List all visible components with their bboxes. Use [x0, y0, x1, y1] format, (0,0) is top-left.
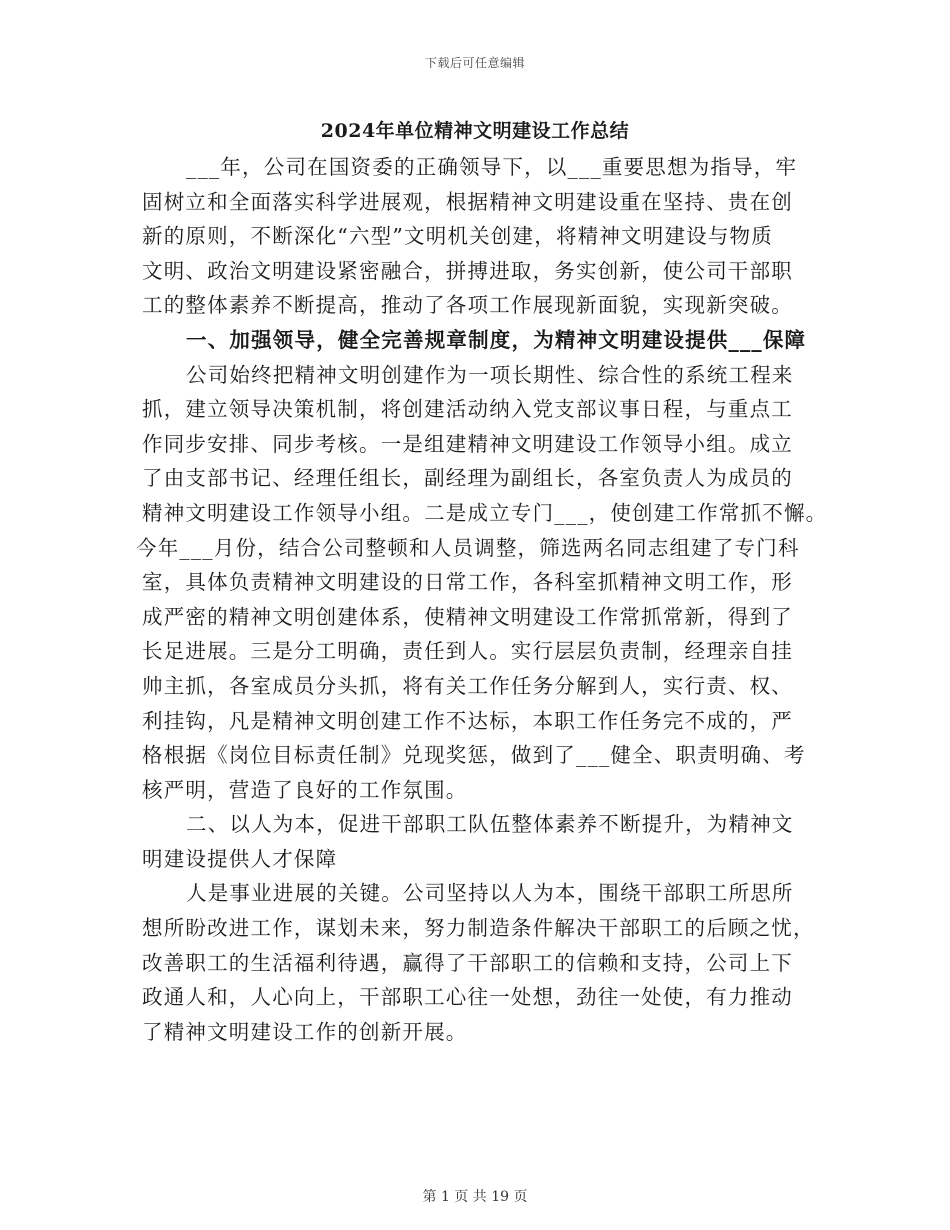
paragraph-line: 新的原则，不断深化“六型”文明机关创建，将精神文明建设与物质: [142, 224, 773, 249]
paragraph-line: 了由支部书记、经理任组长，副经理为副组长，各室负责人为成员的: [142, 466, 793, 491]
paragraph-line: 室，具体负责精神文明建设的日常工作，各科室抓精神文明工作，形: [142, 570, 793, 595]
paragraph-line: 成严密的精神文明创建体系，使精神文明建设工作常抓常新，得到了: [142, 604, 793, 629]
paragraph-line: 改善职工的生活福利待遇，赢得了干部职工的信赖和支持，公司上下: [142, 950, 793, 975]
paragraph-line: 工的整体素养不断提高，推动了各项工作展现新面貌，实现新突破。: [142, 293, 793, 318]
paragraph-line: 固树立和全面落实科学进展观，根据精神文明建设重在坚持、贵在创: [142, 189, 793, 214]
paragraph-line: 精神文明建设工作领导小组。二是成立专门___，使创建工作常抓不懈。: [142, 500, 828, 525]
paragraph-line: 核严明，营造了良好的工作氛围。: [142, 777, 468, 802]
section-1-paragraph: [136, 358, 828, 808]
heading-line: 二、以人为本，促进干部职工队伍整体素养不断提升，为精神文: [186, 812, 794, 837]
paragraph-line: 格根据《岗位目标责任制》兑现奖惩，做到了___健全、职责明确、考: [142, 743, 806, 768]
paragraph-line: 政通人和，人心向上，干部职工心往一处想，劲往一处使，有力推动: [142, 985, 793, 1010]
paragraph-line: 作同步安排、同步考核。一是组建精神文明建设工作领导小组。成立: [142, 431, 793, 456]
paragraph-line: 了精神文明建设工作的创新开展。: [142, 1019, 468, 1044]
paragraph-line: 抓，建立领导决策机制，将创建活动纳入党支部议事日程，与重点工: [142, 397, 793, 422]
page-header-note: 下载后可任意编辑: [424, 56, 525, 70]
paragraph-line: 长足进展。三是分工明确，责任到人。实行层层负责制，经理亲自挂: [142, 639, 793, 664]
paragraph-line: 利挂钩，凡是精神文明创建工作不达标，本职工作任务完不成的，严: [142, 708, 793, 733]
paragraph-line: 文明、政治文明建设紧密融合，拼搏进取，务实创新，使公司干部职: [142, 258, 793, 283]
intro-paragraph: [142, 150, 818, 323]
page-footer-number: 第 1 页 共 19 页: [422, 1189, 528, 1205]
paragraph-line: 想所盼改进工作，谋划未来，努力制造条件解决干部职工的后顾之忧，: [142, 916, 815, 941]
paragraph-line: 人是事业进展的关键。公司坚持以人为本，围绕干部职工所思所: [186, 881, 794, 906]
section-heading-1: [142, 323, 818, 358]
paragraph-line: 公司始终把精神文明创建作为一项长期性、综合性的系统工程来: [186, 362, 794, 387]
paragraph-line: 帅主抓，各室成员分头抓，将有关工作任务分解到人，实行责、权、: [142, 673, 793, 698]
paragraph-line: ___年，公司在国资委的正确领导下，以___重要思想为指导，牢: [186, 155, 798, 179]
paragraph-line: 今年___月份，结合公司整顿和人员调整，筛选两名同志组建了专门科: [136, 535, 800, 560]
section-heading-2: [142, 807, 818, 876]
heading-line: 一、加强领导，健全完善规章制度，为精神文明建设提供___保障: [186, 327, 807, 352]
document-title: 2024年单位精神文明建设工作总结: [320, 120, 630, 142]
document-body: [136, 150, 828, 1049]
section-2-paragraph: [142, 876, 818, 1049]
heading-line: 明建设提供人才保障: [142, 846, 338, 871]
